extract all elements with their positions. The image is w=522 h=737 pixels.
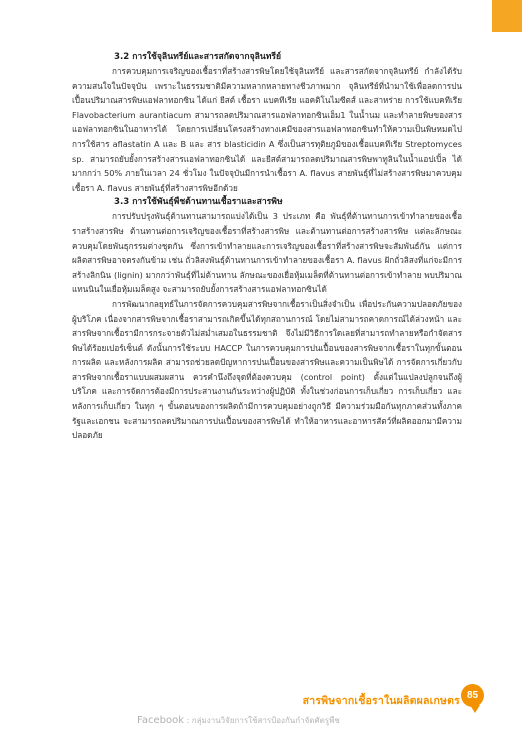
section-3-3-paragraph-2: การพัฒนากลยุทธ์ในการจัดการควบคุมสารพิษจากเชื้อราเป็นสิ่งจำเป็น เพื่อประกันความปลอดภัยของผู้บริโภค เนื่องจากสารพิษจากเชื้อราสามารถเกิดขึ้นได้ทุกสถานการณ์ โดยไม่สามารถคาดการณ์ได้ล่วงหน้า และสารพิษจากเชื้อรามีการกระจายตัวไม่สม่ำเสมอในธรรมชาติ จึงไม่มีวิธีการใดเลยที่สามารถทำลายหรือกำจัดสารพิษได้ร้อยเปอร์เซ็นต์ ดังนั้นการใช้ระบบ HACCP ในการควบคุมการปนเปื้อนของสารพิษจากเชื้อราในทุกขั้นตอนการผลิต และหลังการผลิต สามารถช่วยลดปัญหาการปนเปื้อนของสารพิษและความเป็นพิษได้ การจัดการเกี่ยวกับสารพิษจากเชื้อราแบบผสมผสาน ควรคำนึงถึงจุดที่ต้องควบคุม (control point) ตั้งแต่ในแปลงปลูกจนถึงผู้บริโภค และการจัดการต้องมีการประสานงานกันระหว่างผู้ปฏิบัติ ทั้งในช่วงก่อนการเก็บเกี่ยว การเก็บเกี่ยว และหลังการเก็บเกี่ยว ในทุก ๆ ขั้นตอนของการผลิตถ้ามีการควบคุมอย่างถูกวิธี มีความร่วมมือกันทุกภาคส่วนทั้งภาครัฐและเอกชน จะสามารถลดปริมาณการปนเปื้อนของสารพิษได้ ทำให้อาหารและอาหารสัตว์ที่ผลิตออกมามีความปลอดภัย (72, 298, 462, 441)
page-number-badge: 85 (461, 684, 484, 707)
section-3-2-paragraph: การควบคุมการเจริญของเชื้อราที่สร้างสารพิษโดยใช้จุลินทรีย์ และสารสกัดจากจุลินทรีย์ กำลังได้รับความสนใจในปัจจุบัน เพราะในธรรมชาติมีความหลากหลายทางชีวภาพมาก จุลินทรีย์ที่นำมาใช้เพื่อลดการปนเปื้อนปริมาณสารพิษแอฟลาทอกซิน ได้แก่ ยีสต์ เชื้อรา แบคทีเรีย แอคติโนไมซีตส์ และสาหร่าย การใช้แบคทีเรีย Flavobacterium aurantiacum สามารถลดปริมาณสารแอฟลาทอกซินเอ็ม1 ในน้ำนม และทำลายพิษของสารแอฟลาทอกซินในอาหารได้ โดยการเปลี่ยนโครงสร้างทางเคมีของสารแอฟลาทอกซินทำให้ความเป็นพิษหมดไป การใช้สาร aflastatin A และ B และ สาร blasticidin A ซึ่งเป็นสารทุติยภูมิของเชื้อแบคทีเรีย Streptomyces sp. สามารถยับยั้งการสร้างสารแอฟลาทอกซินได้ และยีสต์สามารถลดปริมาณสารพิษพาทูลินในน้ำแอปเปิ้ล ได้มากกว่า 50% ภายในเวลา 24 ชั่วโมง ในปัจจุบันมีการนำเชื้อรา A. flavus สายพันธุ์ที่ไม่สร้างสารพิษมาควบคุมเชื้อรา A. flavus สายพันธุ์ที่สร้างสารพิษอีกด้วย (72, 66, 462, 193)
facebook-brand: Facebook (137, 715, 184, 726)
section-heading-3-2: 3.2 การใช้จุลินทรีย์และสารสกัดจากจุลินทรีย์ (114, 52, 282, 62)
facebook-watermark (137, 714, 340, 727)
page-badge-tail (470, 705, 480, 713)
section-3-3-paragraph-1: การปรับปรุงพันธุ์ต้านทานสามารถแบ่งได้เป็น 3 ประเภท คือ พันธุ์ที่ต้านทานการเข้าทำลายของเชื้อราสร้างสารพิษ ต้านทานต่อการเจริญของเชื้อราที่สร้างสารพิษ และต้านทานต่อการสร้างสารพิษ แต่ละลักษณะควบคุมโดยพันธุกรรมต่างชุดกัน ซึ่งการเข้าทำลายและการเจริญของเชื้อราที่สร้างสารพิษจะสัมพันธ์กัน แต่การผลิตสารพิษอาจตรงกันข้าม เช่น ถั่วลิสงพันธุ์ต้านทานการเข้าทำลายของเชื้อรา A. flavus ฝักถั่วลิสงที่แก่จะมีการสร้างลิกนิน (lignin) มากกว่าพันธุ์ที่ไม่ต้านทาน ลักษณะของเยื่อหุ้มเมล็ดที่ต้านทานต่อการเข้าทำลาย พบปริมาณแทนนินในเยื่อหุ้มเมล็ดสูง จะสามารถยับยั้งการสร้างสารแอฟลาทอกซินได้ (72, 211, 462, 295)
facebook-group-name: : กลุ่มงานวิจัยการใช้สารป้องกันกำจัดศัตรูพืช (184, 716, 340, 725)
footer-book-title: สารพิษจากเชื้อราในผลิตผลเกษตร (302, 695, 460, 707)
corner-tab (492, 0, 522, 32)
page-content (72, 50, 462, 443)
section-heading-3-3: 3.3 การใช้พันธุ์พืชต้านทานเชื้อราและสารพิษ (114, 197, 283, 208)
